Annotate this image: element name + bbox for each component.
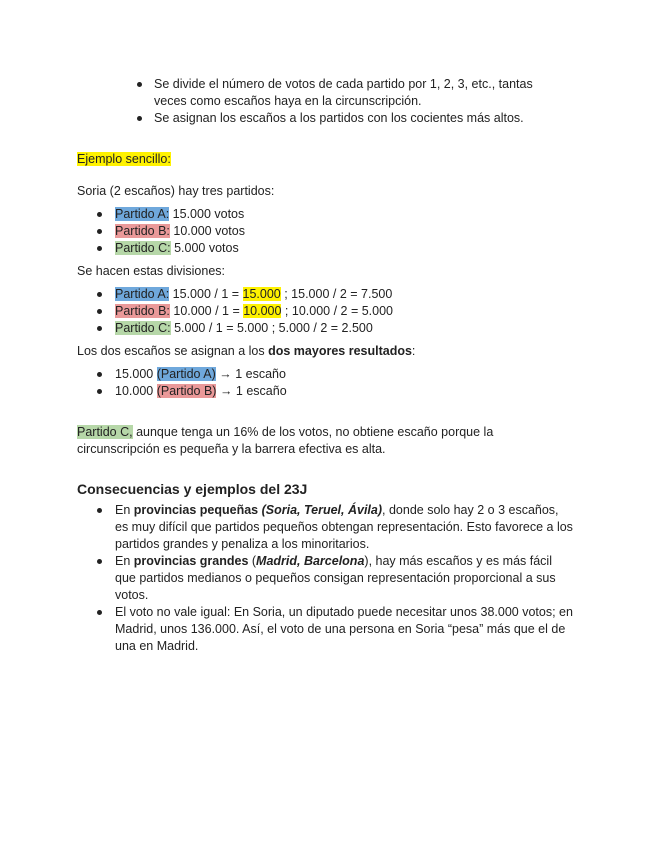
example-heading-text: Ejemplo sencillo: [77, 152, 171, 166]
conclusion-label: Partido C, [77, 425, 133, 439]
party-a-label: Partido A: [115, 207, 170, 221]
list-item [115, 320, 577, 337]
party-list [115, 206, 577, 257]
result-intro-pre: Los dos escaños se asignan a los [77, 344, 269, 358]
party-b-label: Partido B: [115, 224, 170, 238]
intro-bullet-text: Se divide el número de votos de cada partido por 1, 2, 3, etc., tantas veces como escaños haya en la circunscripción. [154, 77, 533, 108]
division-a-label: Partido A: [115, 287, 170, 301]
list-item [115, 206, 577, 223]
divisions-list [115, 286, 577, 337]
result-b-label: (Partido B) [156, 384, 217, 398]
division-a-pre: 15.000 / 1 = [169, 287, 243, 301]
division-c-pre: 5.000 / 1 = 5.000 ; 5.000 / 2 = 2.500 [170, 321, 373, 335]
result-intro-bold: dos mayores resultados [268, 344, 412, 358]
vote-value-text: El voto no vale igual: En Soria, un diputado puede necesitar unos 38.000 votos; en Madrid, unos 136.000. Así, el voto de una persona en Soria “pesa” más que el de una en Madrid. [115, 605, 573, 653]
result-intro [77, 343, 577, 360]
example-setup: Soria (2 escaños) hay tres partidos: [77, 184, 275, 198]
party-b-votes: 10.000 votos [169, 224, 245, 238]
division-b-pre: 10.000 / 1 = [169, 304, 244, 318]
result-a-value: 15.000 [115, 367, 157, 381]
small-pre: En [115, 503, 134, 517]
division-c-label: Partido C: [115, 321, 171, 335]
large-post: ), hay más escaños y es más fácil que partidos medianos o pequeños consigan representación proporcional a sus votos. [115, 554, 556, 602]
large-bold: provincias grandes [133, 554, 249, 568]
list-item [115, 240, 577, 257]
list-item [115, 502, 573, 553]
result-intro-post: : [411, 344, 416, 358]
intro-bullet-list [154, 76, 564, 127]
intro-bullet-text: Se asignan los escaños a los partidos con los cocientes más altos. [154, 111, 524, 125]
party-a-votes: 15.000 votos [169, 207, 245, 221]
document-body [77, 0, 577, 655]
list-item [115, 366, 577, 383]
small-post: , donde solo hay 2 o 3 escaños, es muy difícil que partidos pequeños obtengan representación. Esto favorece a los partidos grandes y penaliza a los minoritarios. [115, 503, 573, 551]
division-a-highlight: 15.000 [242, 287, 281, 301]
list-item [154, 110, 564, 127]
result-a-arrow: → 1 escaño [215, 367, 286, 381]
consequences-list [115, 502, 573, 655]
division-a-post: ; 15.000 / 2 = 7.500 [280, 287, 393, 301]
small-bold: provincias pequeñas [133, 503, 259, 517]
list-item [115, 223, 577, 240]
list-item [115, 383, 577, 400]
example-heading [77, 151, 577, 168]
large-provinces: Madrid, Barcelona [256, 554, 365, 568]
result-b-value: 10.000 [115, 384, 157, 398]
division-b-highlight: 10.000 [243, 304, 282, 318]
result-a-label: (Partido A) [156, 367, 216, 381]
large-pre: En [115, 554, 134, 568]
division-b-post: ; 10.000 / 2 = 5.000 [281, 304, 394, 318]
list-item [115, 604, 573, 655]
large-open: ( [248, 554, 257, 568]
party-c-label: Partido C: [115, 241, 171, 255]
list-item [115, 286, 577, 303]
small-provinces: (Soria, Teruel, Ávila) [261, 503, 383, 517]
list-item [115, 553, 573, 604]
consequences-heading: Consecuencias y ejemplos del 23J [77, 481, 308, 497]
divisions-intro: Se hacen estas divisiones: [77, 264, 226, 278]
list-item [154, 76, 564, 110]
conclusion-text: aunque tenga un 16% de los votos, no obtiene escaño porque la circunscripción es pequeña y la barrera efectiva es alta. [77, 425, 494, 456]
result-b-arrow: → 1 escaño [216, 384, 287, 398]
division-b-label: Partido B: [115, 304, 170, 318]
list-item [115, 303, 577, 320]
results-list [115, 366, 577, 400]
party-c-votes: 5.000 votos [170, 241, 239, 255]
conclusion-paragraph [77, 424, 517, 458]
